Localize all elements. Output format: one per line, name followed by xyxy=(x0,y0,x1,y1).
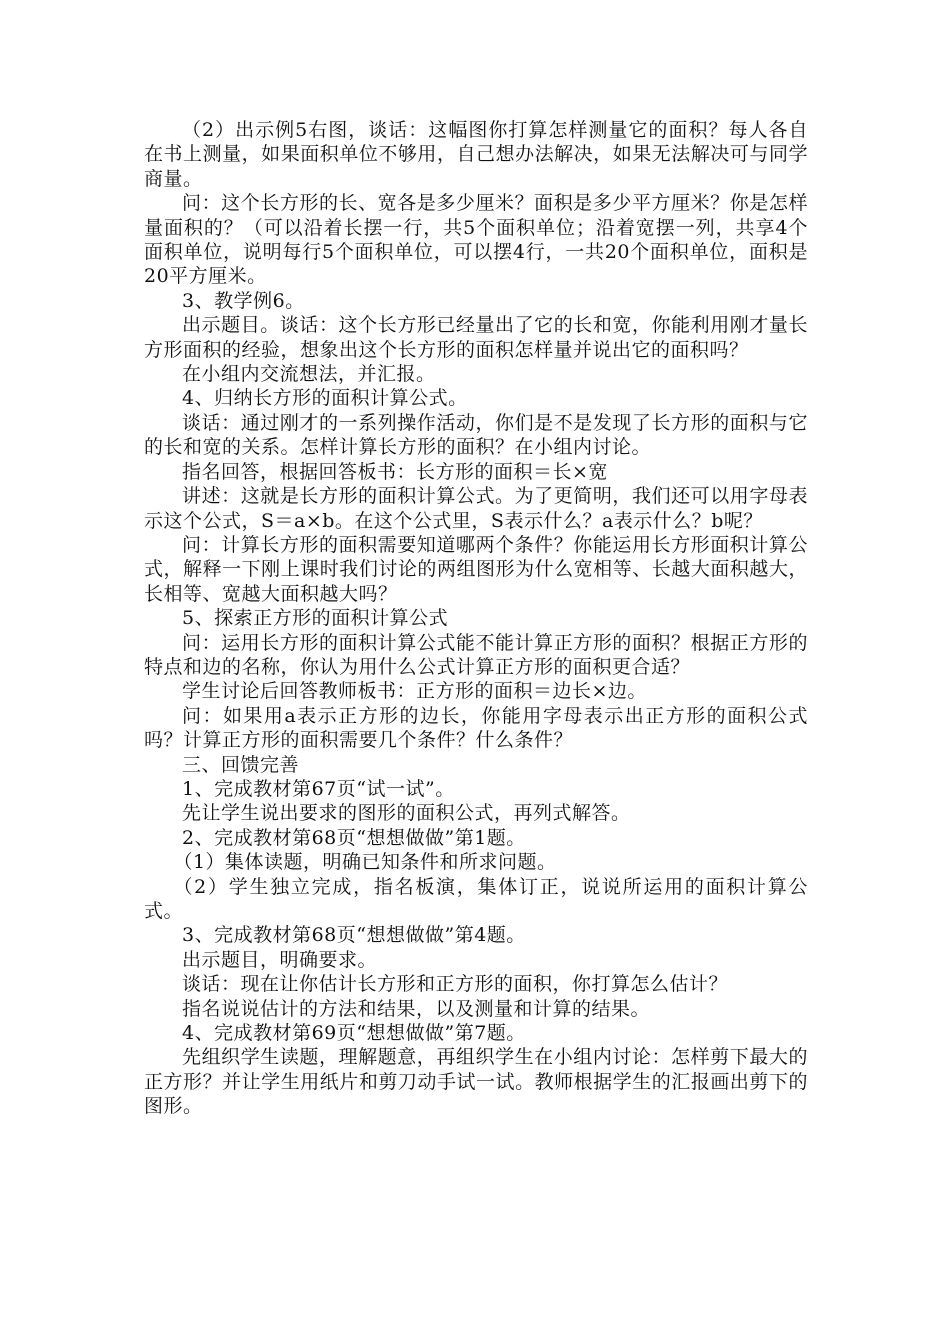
paragraph: 2、完成教材第68页“想想做做”第1题。 xyxy=(182,826,526,849)
paragraph: 问：这个长方形的长、宽各是多少厘米？面积是多少平方厘米？你是怎样量面积的？（可以沿着长摆一行，共5个面积单位；沿着宽摆一列，共享4个面积单位，说明每行5个面积单位，可以摆4行，一共20个面积单位，面积是20平方厘米。 xyxy=(144,192,808,288)
paragraph: （1）集体读题，明确已知条件和所求问题。 xyxy=(173,851,557,874)
paragraph: 问：如果用a表示正方形的边长，你能用字母表示出正方形的面积公式吗？计算正方形的面积需要几个条件？什么条件？ xyxy=(144,704,808,752)
paragraph: 指名回答，根据回答板书：长方形的面积＝长×宽 xyxy=(182,460,608,483)
paragraph: 4、归纳长方形的面积计算公式。 xyxy=(182,387,468,410)
paragraph: 三、回馈完善 xyxy=(182,753,300,776)
paragraph: 学生讨论后回答教师板书：正方形的面积＝边长×边。 xyxy=(182,680,647,703)
paragraph: 3、完成教材第68页“想想做做”第4题。 xyxy=(182,924,526,947)
paragraph: 问：计算长方形的面积需要知道哪两个条件？你能运用长方形面积计算公式，解释一下刚上课时我们讨论的两组图形为什么宽相等、长越大面积越大，长相等、宽越大面积越大吗？ xyxy=(144,533,808,605)
document-page xyxy=(144,118,808,1119)
paragraph: 出示题目，明确要求。 xyxy=(182,948,378,971)
paragraph: 4、完成教材第69页“想想做做”第7题。 xyxy=(182,1022,526,1045)
paragraph: 5、探索正方形的面积计算公式 xyxy=(182,607,449,630)
paragraph: 谈话：通过刚才的一系列操作活动，你们是不是发现了长方形的面积与它的长和宽的关系。怎样计算长方形的面积？在小组内讨论。 xyxy=(144,411,808,459)
paragraph: 先组织学生读题，理解题意，再组织学生在小组内讨论：怎样剪下最大的正方形？并让学生用纸片和剪刀动手试一试。教师根据学生的汇报画出剪下的图形。 xyxy=(144,1046,808,1118)
paragraph: （2）出示例5右图，谈话：这幅图你打算怎样测量它的面积？每人各自在书上测量，如果面积单位不够用，自己想办法解决，如果无法解决可与同学商量。 xyxy=(144,119,808,190)
paragraph: 1、完成教材第67页“试一试”。 xyxy=(182,777,455,800)
paragraph: 指名说说估计的方法和结果，以及测量和计算的结果。 xyxy=(182,997,651,1020)
paragraph: 先让学生说出要求的图形的面积公式，再列式解答。 xyxy=(182,802,631,825)
paragraph: （2）学生独立完成，指名板演，集体订正，说说所运用的面积计算公式。 xyxy=(144,875,808,922)
paragraph: 在小组内交流想法，并汇报。 xyxy=(182,363,436,386)
paragraph: 出示题目。谈话：这个长方形已经量出了它的长和宽，你能利用刚才量长方形面积的经验，想象出这个长方形的面积怎样量并说出它的面积吗？ xyxy=(144,314,808,361)
paragraph: 谈话：现在让你估计长方形和正方形的面积，你打算怎么估计？ xyxy=(182,973,729,996)
paragraph: 讲述：这就是长方形的面积计算公式。为了更简明，我们还可以用字母表示这个公式，S＝a×b。在这个公式里，S表示什么？a表示什么？b呢？ xyxy=(144,485,808,532)
paragraph: 问：运用长方形的面积计算公式能不能计算正方形的面积？根据正方形的特点和边的名称，你认为用什么公式计算正方形的面积更合适？ xyxy=(144,631,808,678)
paragraph: 3、教学例6。 xyxy=(182,289,305,312)
